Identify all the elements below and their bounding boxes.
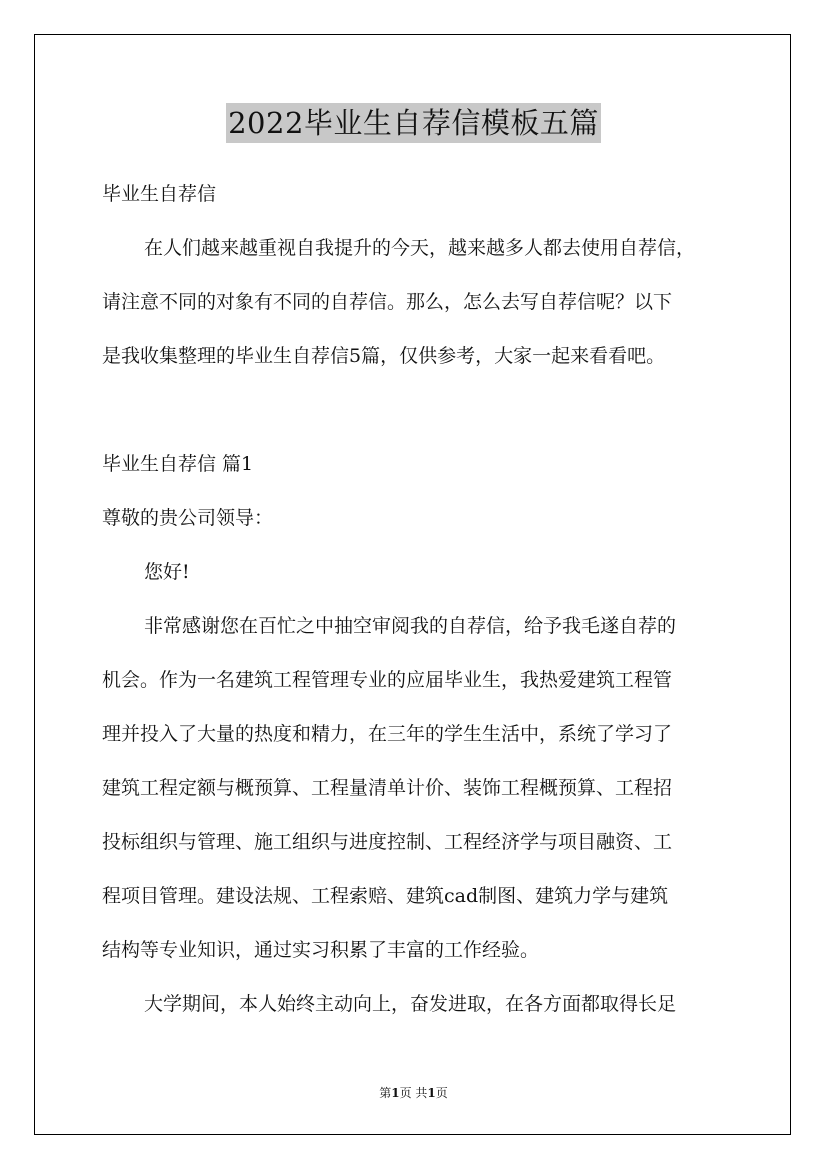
footer-suffix: 页 [435, 1086, 448, 1100]
paragraph-line: 建筑工程定额与概预算、工程量清单计价、装饰工程概预算、工程招 [102, 777, 673, 799]
footer-mid: 页 共 [399, 1086, 428, 1100]
paragraph-line: 结构等专业知识，通过实习积累了丰富的工作经验。 [102, 939, 540, 961]
paragraph-line: 程项目管理。建设法规、工程索赔、建筑cad制图、建筑力学与建筑 [102, 885, 669, 907]
footer-prefix: 第 [379, 1086, 392, 1100]
paragraph-line: 理并投入了大量的热度和精力，在三年的学生生活中，系统了学习了 [102, 723, 673, 745]
paragraph-line: 机会。作为一名建筑工程管理专业的应届毕业生，我热爱建筑工程管 [102, 669, 673, 691]
paragraph-line: 非常感谢您在百忙之中抽空审阅我的自荐信，给予我毛遂自荐的 [144, 615, 677, 637]
page-footer [0, 1084, 827, 1101]
letter-heading: 毕业生自荐信 篇1 [102, 453, 254, 475]
section-heading: 毕业生自荐信 [102, 183, 217, 205]
paragraph-line: 是我收集整理的毕业生自荐信5篇，仅供参考，大家一起来看看吧。 [102, 345, 666, 367]
footer-current-page: 1 [391, 1086, 400, 1100]
greeting: 您好! [144, 561, 190, 583]
document-title: 2022毕业生自荐信模板五篇 [226, 103, 601, 143]
paragraph-line: 在人们越来越重视自我提升的今天，越来越多人都去使用自荐信， [144, 237, 696, 259]
paragraph-line: 大学期间，本人始终主动向上，奋发进取，在各方面都取得长足 [144, 993, 677, 1015]
title-container [0, 103, 827, 143]
footer-total-pages: 1 [427, 1086, 436, 1100]
paragraph-line: 投标组织与管理、施工组织与进度控制、工程经济学与项目融资、工 [102, 831, 673, 853]
paragraph-line: 请注意不同的对象有不同的自荐信。那么，怎么去写自荐信呢？以下 [102, 291, 673, 313]
salutation: 尊敬的贵公司领导： [102, 507, 274, 529]
